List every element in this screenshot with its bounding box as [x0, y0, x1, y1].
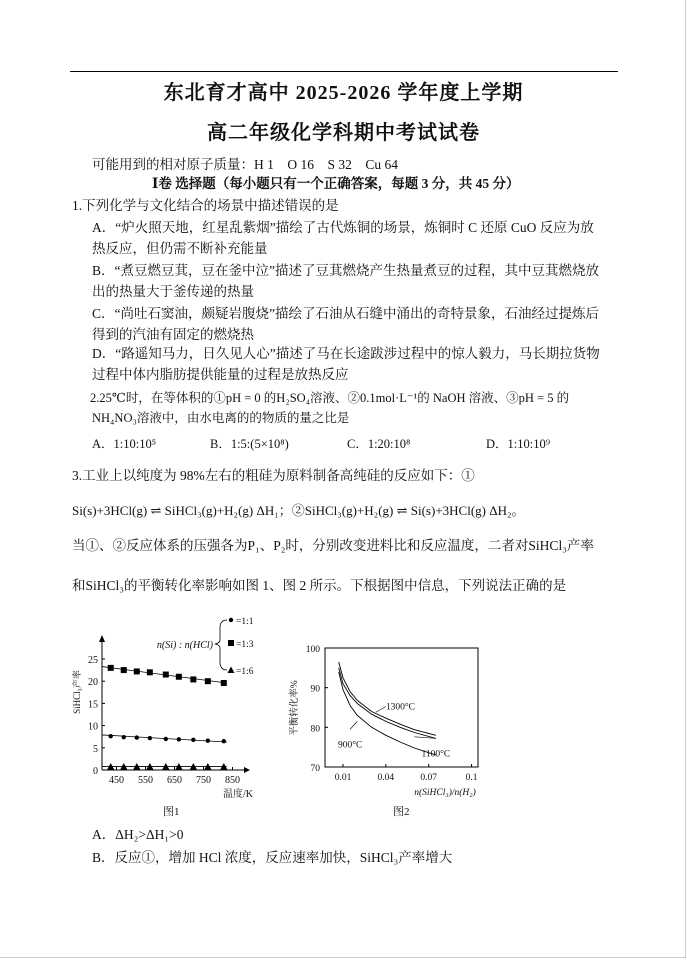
data-point-square — [147, 669, 153, 675]
q1-option-b: B．“煮豆燃豆萁，豆在釜中泣”描述了豆萁燃烧产生热量煮豆的过程，其中豆萁燃烧放 — [92, 263, 599, 278]
figure-1-caption: 图1 — [163, 806, 180, 818]
x-tick-label: 550 — [138, 775, 153, 786]
y-tick-label: 10 — [88, 721, 98, 733]
legend-marker-square — [228, 640, 234, 646]
x-axis-label: 温度/K — [223, 789, 253, 800]
header-rule — [70, 71, 618, 72]
y-tick-label: 90 — [310, 684, 320, 695]
data-point-square — [108, 665, 114, 671]
data-point-circle — [122, 735, 126, 739]
q2-option-d: D．1:10:10⁹ — [486, 437, 551, 451]
exam-subtitle: 高二年级化学科期中考试试卷 — [207, 122, 480, 144]
q1-option-a-cont: 热反应，但仍需不断补充能量 — [92, 241, 268, 256]
section-heading: Ⅰ卷 选择题（每小题只有一个正确答案，每题 3 分，共 45 分） — [152, 176, 520, 191]
legend-marker-circle — [229, 618, 233, 622]
exam-title: 东北育才高中 2025-2026 学年度上学期 — [163, 82, 524, 104]
y-tick-label: 15 — [88, 699, 98, 711]
data-point-square — [205, 678, 211, 684]
curve-label: 1300°C — [385, 702, 415, 713]
y-axis-label: SiHCl₃产率 — [72, 670, 82, 714]
x-tick-label: 650 — [167, 775, 182, 786]
q3-option-b: B．反应①，增加 HCl 浓度，反应速率加快，SiHCl₃产率增大 — [92, 850, 453, 865]
q1-option-b-cont: 出的热量大于釜传递的热量 — [92, 284, 254, 299]
q2-stem-cont: NH₄NO₃溶液中，由水电离的的物质的量之比是 — [92, 411, 350, 425]
x-tick-label: 0.07 — [420, 773, 438, 783]
legend-brace — [215, 620, 227, 670]
data-point-square — [221, 680, 227, 686]
x-tick-label: 0.1 — [465, 773, 478, 783]
x-tick-label: 0.01 — [334, 773, 352, 783]
y-axis-label: 平衡转化率% — [290, 680, 300, 736]
data-point-circle — [177, 737, 181, 741]
data-point-square — [134, 668, 140, 674]
x-tick-label: 0.04 — [377, 773, 395, 783]
y-tick-label: 0 — [93, 766, 98, 777]
data-point-square — [176, 674, 182, 680]
q1-option-d: D．“路遥知马力，日久见人心”描述了马在长途跋涉过程中的惊人毅力，马长期拉货物 — [92, 346, 600, 361]
x-axis-label: n(SiHCl₃)/n(H₂) — [414, 788, 476, 798]
legend-marker-triangle — [228, 667, 235, 674]
y-tick-label: 5 — [93, 743, 98, 755]
q1-option-d-cont: 过程中体内脂肪提供能量的过程是放热反应 — [92, 367, 349, 382]
q2-stem: 2.25℃时，在等体积的①pH = 0 的H₂SO₄溶液、②0.1mol·L⁻¹的 NaOH 溶液、③pH = 5 的 — [90, 391, 570, 405]
q3-line3: 和SiHCl₃的平衡转化率影响如图 1、图 2 所示。下根据图中信息，下列说法正确的是 — [72, 578, 567, 593]
legend-label: =1:1 — [236, 617, 254, 627]
x-tick-label: 750 — [196, 775, 211, 786]
y-tick-label: 100 — [305, 645, 320, 655]
q3-option-a: A．ΔH₂>ΔH₁>0 — [92, 827, 184, 842]
curve-label-leader — [376, 706, 386, 712]
q2-option-b: B．1:5:(5×10⁸) — [210, 437, 289, 451]
data-point-circle — [191, 738, 195, 742]
data-point-circle — [206, 738, 210, 742]
data-point-square — [163, 672, 169, 678]
data-point-circle — [222, 739, 226, 743]
q2-option-a: A．1:10:10⁵ — [92, 437, 157, 451]
y-tick-label: 80 — [310, 724, 320, 735]
q1-option-c: C．“尚吐石窦油，颇疑岩腹烧”描绘了石油从石缝中涌出的奇特景象，石油经过提炼后 — [92, 306, 599, 321]
data-point-circle — [135, 735, 139, 739]
y-tick-label: 25 — [88, 655, 98, 666]
atomic-masses: 可能用到的相对原子质量：H 1 O 16 S 32 Cu 64 — [92, 157, 399, 172]
x-tick-label: 850 — [225, 775, 240, 786]
y-axis-arrow — [99, 635, 105, 642]
figure-1-chart — [60, 610, 260, 810]
q1-stem: 1.下列化学与文化结合的场景中描述错误的是 — [72, 198, 339, 213]
data-point-circle — [148, 736, 152, 740]
q3-stem: 3.工业上以纯度为 98%左右的粗硅为原料制备高纯硅的反应如下：① — [72, 468, 475, 483]
data-point-square — [190, 676, 196, 682]
legend-label: =1:6 — [236, 667, 254, 677]
q1-option-a: A．“炉火照天地，红星乱紫烟”描绘了古代炼铜的场景，炼铜时 C 还原 CuO 反应为放 — [92, 220, 594, 235]
q3-equation: Si(s)+3HCl(g) ⇌ SiHCl₃(g)+H₂(g) ΔH₁；②SiHCl₃(g)+H₂(g) ⇌ Si(s)+3HCl(g) ΔH₂。 — [72, 503, 525, 518]
y-tick-label: 20 — [88, 677, 98, 689]
legend-label: =1:3 — [236, 640, 254, 650]
x-axis-arrow — [244, 767, 250, 773]
figure-2-caption: 图2 — [393, 806, 410, 818]
data-point-circle — [164, 737, 168, 741]
curve-label: 1100°C — [421, 749, 451, 760]
q3-line2: 当①、②反应体系的压强各为P₁、P₂时，分别改变进料比和反应温度，二者对SiHCl₃产率 — [72, 538, 594, 553]
curve-label: 900°C — [337, 740, 363, 751]
legend-title: n(Si) : n(HCl) — [156, 640, 213, 651]
curve-label-leader — [350, 721, 357, 729]
figure-2-chart — [285, 630, 495, 805]
y-tick-label: 70 — [310, 764, 320, 774]
q1-option-c-cont: 得到的汽油有固定的燃烧热 — [92, 327, 254, 342]
data-point-circle — [109, 734, 113, 738]
x-tick-label: 450 — [109, 775, 124, 786]
data-point-square — [121, 667, 127, 673]
q2-option-c: C．1:20:10⁸ — [347, 437, 411, 451]
